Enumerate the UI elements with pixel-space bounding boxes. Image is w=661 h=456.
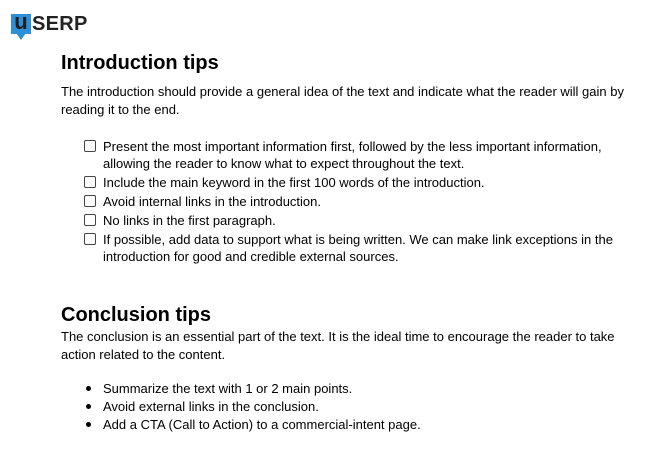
checklist-item	[61, 231, 631, 265]
checklist-item	[61, 212, 631, 229]
introduction-heading: Introduction tips	[61, 52, 219, 74]
list-item-text: Avoid external links in the conclusion.	[103, 399, 319, 414]
introduction-paragraph: The introduction should provide a general idea of the text and indicate what the reader will gain by reading it to the end.	[61, 84, 624, 117]
checklist-item-text: Include the main keyword in the first 100 words of the introduction.	[103, 175, 485, 190]
bullet-icon	[86, 386, 91, 391]
conclusion-heading: Conclusion tips	[61, 304, 211, 326]
checklist-item-text: If possible, add data to support what is being written. We can make link exceptions in the introduction for good and credible external sources.	[103, 232, 613, 264]
conclusion-paragraph: The conclusion is an essential part of the text. It is the ideal time to encourage the reader to take action related to the content.	[61, 329, 615, 362]
logo-text: SERP	[32, 13, 88, 35]
bullet-icon	[86, 422, 91, 427]
list-item-text: Add a CTA (Call to Action) to a commercial-intent page.	[103, 417, 421, 432]
list-item	[61, 416, 631, 433]
checkbox-icon[interactable]	[84, 214, 96, 226]
checklist-item-text: Avoid internal links in the introduction.	[103, 194, 321, 209]
list-item	[61, 398, 631, 415]
list-item-text: Summarize the text with 1 or 2 main points.	[103, 381, 353, 396]
bullet-icon	[86, 404, 91, 409]
introduction-checklist	[61, 138, 631, 267]
checkbox-icon[interactable]	[84, 176, 96, 188]
conclusion-bullet-list	[61, 380, 631, 434]
logo-speech-bubble-icon	[11, 9, 31, 40]
checklist-item-text: Present the most important information first, followed by the less important information, allowing the reader to know what to expect throughout the text.	[103, 139, 602, 171]
list-item	[61, 380, 631, 397]
checkbox-icon[interactable]	[84, 140, 96, 152]
checkbox-icon[interactable]	[84, 195, 96, 207]
checklist-item	[61, 174, 631, 191]
logo	[11, 9, 88, 42]
checklist-item	[61, 193, 631, 210]
logo-mark-letter: u	[14, 9, 28, 34]
checkbox-icon[interactable]	[84, 233, 96, 245]
checklist-item-text: No links in the first paragraph.	[103, 213, 276, 228]
checklist-item	[61, 138, 631, 172]
